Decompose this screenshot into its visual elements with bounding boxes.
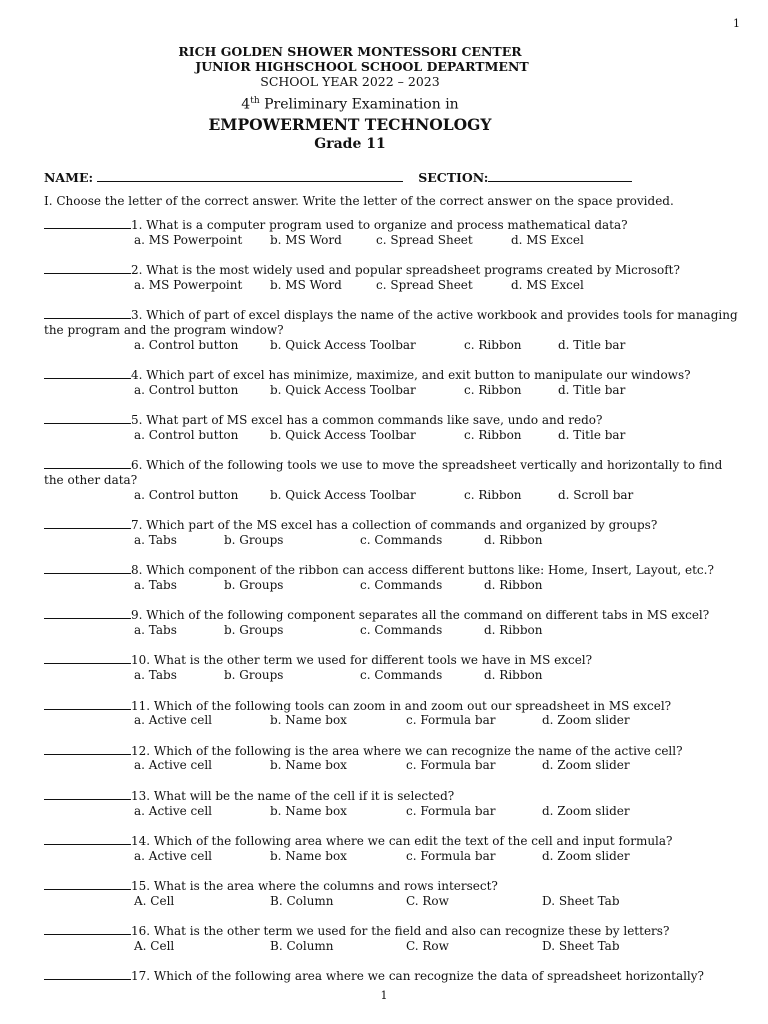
grade-level: Grade 11 — [314, 135, 386, 152]
answer-option: A. Cell — [134, 938, 175, 953]
answer-option: a. Active cell — [134, 803, 213, 818]
answer-option: c. Commands — [360, 578, 443, 593]
answer-option: c. Formula bar — [406, 848, 496, 863]
answer-blank[interactable] — [44, 412, 131, 424]
question-item — [44, 968, 739, 984]
question-text: 16. What is the other term we used for the field and also can recognize these by letters? — [131, 924, 670, 938]
answer-option: B. Column — [270, 938, 334, 953]
question-line — [44, 652, 739, 668]
answer-option: c. Formula bar — [406, 713, 496, 728]
school-name: RICH GOLDEN SHOWER MONTESSORI CENTER — [178, 44, 522, 59]
answer-options — [44, 278, 739, 293]
answer-option: b. Groups — [224, 578, 284, 593]
answer-option: b. Groups — [224, 668, 284, 683]
question-line — [44, 833, 739, 849]
answer-options — [44, 894, 739, 909]
answer-option: b. Quick Access Toolbar — [270, 487, 416, 502]
question-text: 13. What will be the name of the cell if it is selected? — [131, 788, 455, 803]
answer-blank[interactable] — [44, 562, 131, 574]
answer-options — [44, 804, 739, 819]
subject-title: EMPOWERMENT TECHNOLOGY — [208, 114, 492, 134]
question-text: 9. Which of the following component separates all the command on different tabs in MS excel? — [131, 608, 710, 623]
answer-options — [44, 668, 739, 683]
question-text: 4. Which part of excel has minimize, maximize, and exit button to manipulate our windows? — [131, 368, 691, 383]
answer-option: d. Zoom slider — [542, 758, 630, 773]
question-line — [44, 412, 739, 428]
answer-blank[interactable] — [44, 217, 131, 229]
answer-options — [44, 383, 739, 398]
question-item — [44, 412, 739, 443]
instructions: I. Choose the letter of the correct answer. Write the letter of the correct answer on the space provided. — [44, 194, 674, 208]
question-item — [44, 262, 739, 293]
question-item — [44, 307, 739, 352]
answer-option: b. Name box — [270, 713, 347, 728]
question-item — [44, 788, 739, 819]
question-item — [44, 562, 739, 593]
name-answer-line[interactable] — [97, 169, 403, 182]
answer-option: d. Title bar — [558, 337, 626, 352]
answer-option: a. Active cell — [134, 713, 213, 728]
answer-option: d. Ribbon — [484, 623, 543, 638]
question-item — [44, 833, 739, 864]
question-text: 5. What part of MS excel has a common commands like save, undo and redo? — [131, 413, 603, 428]
answer-option: D. Sheet Tab — [542, 938, 620, 953]
answer-options — [44, 758, 739, 773]
answer-option: a. Tabs — [134, 668, 177, 683]
answer-option: a. MS Powerpoint — [134, 277, 243, 292]
answer-option: d. Zoom slider — [542, 713, 630, 728]
question-line — [44, 217, 739, 233]
question-item — [44, 367, 739, 398]
question-text: 2. What is the most widely used and popular spreadsheet programs created by Microsoft? — [131, 263, 680, 278]
question-item — [44, 607, 739, 638]
answer-option: b. Name box — [270, 803, 347, 818]
exam-ordinal: th — [250, 96, 260, 106]
answer-option: d. Ribbon — [484, 532, 543, 547]
answer-blank[interactable] — [44, 517, 131, 529]
answer-blank[interactable] — [44, 457, 131, 469]
document-header — [0, 44, 700, 154]
answer-option: d. MS Excel — [511, 232, 584, 247]
answer-option: d. Zoom slider — [542, 803, 630, 818]
answer-option: a. Tabs — [134, 623, 177, 638]
answer-blank[interactable] — [44, 878, 131, 890]
answer-option: c. Commands — [360, 623, 443, 638]
answer-option: d. Ribbon — [484, 668, 543, 683]
question-text: 15. What is the area where the columns and rows intersect? — [131, 878, 498, 893]
answer-blank[interactable] — [44, 968, 131, 980]
question-line — [44, 607, 739, 623]
answer-blank[interactable] — [44, 833, 131, 845]
question-line — [44, 367, 739, 383]
question-text: 3. Which of part of excel displays the name of the active workbook and provides tools for managing the program and the program window? — [44, 308, 738, 337]
answer-option: c. Ribbon — [464, 487, 522, 502]
question-line — [44, 698, 739, 714]
exam-title-rest: Preliminary Examination in — [259, 96, 459, 113]
answer-blank[interactable] — [44, 262, 131, 274]
answer-options — [44, 623, 739, 638]
name-label: NAME: — [44, 170, 94, 185]
question-line — [44, 517, 739, 533]
question-text: 14. Which of the following area where we can edit the text of the cell and input formula? — [131, 833, 673, 848]
answer-option: C. Row — [406, 893, 449, 908]
answer-option: d. Scroll bar — [558, 487, 634, 502]
exam-title — [0, 92, 700, 115]
question-line — [44, 262, 739, 278]
question-line — [44, 878, 739, 894]
question-line — [44, 562, 739, 578]
answer-option: b. Quick Access Toolbar — [270, 337, 416, 352]
question-text: 1. What is a computer program used to organize and process mathematical data? — [131, 218, 628, 232]
answer-options — [44, 578, 739, 593]
answer-option: a. Control button — [134, 382, 239, 397]
page-number-top: 1 — [733, 17, 740, 30]
question-item — [44, 457, 739, 502]
answer-option: a. Tabs — [134, 578, 177, 593]
answer-option: a. MS Powerpoint — [134, 232, 243, 247]
answer-option: c. Ribbon — [464, 382, 522, 397]
answer-option: d. Ribbon — [484, 578, 543, 593]
question-text: 10. What is the other term we used for different tools we have in MS excel? — [131, 653, 593, 668]
answer-option: c. Commands — [360, 668, 443, 683]
exam-number: 4 — [241, 96, 251, 113]
question-text: 12. Which of the following is the area where we can recognize the name of the active cell? — [131, 743, 683, 758]
answer-blank[interactable] — [44, 788, 131, 800]
question-item — [44, 652, 739, 683]
answer-options — [44, 338, 739, 353]
answer-option: b. Groups — [224, 623, 284, 638]
section-label: SECTION: — [418, 170, 489, 185]
department-name: JUNIOR HIGHSCHOOL SCHOOL DEPARTMENT — [195, 59, 529, 74]
answer-option: c. Ribbon — [464, 337, 522, 352]
answer-option: b. MS Word — [270, 277, 342, 292]
question-item — [44, 698, 739, 729]
answer-option: D. Sheet Tab — [542, 893, 620, 908]
answer-option: d. Zoom slider — [542, 848, 630, 863]
answer-option: d. Title bar — [558, 427, 626, 442]
question-text: 6. Which of the following tools we use to move the spreadsheet vertically and horizontally to find the other data? — [44, 458, 723, 488]
question-line — [44, 743, 739, 759]
answer-option: a. Active cell — [134, 848, 213, 863]
answer-option: c. Commands — [360, 532, 443, 547]
answer-option: c. Spread Sheet — [376, 277, 473, 292]
school-year: SCHOOL YEAR 2022 – 2023 — [260, 74, 440, 89]
question-line — [44, 968, 739, 984]
answer-options — [44, 849, 739, 864]
answer-option: b. Quick Access Toolbar — [270, 427, 416, 442]
answer-option: b. Groups — [224, 532, 284, 547]
answer-option: a. Control button — [134, 427, 239, 442]
answer-options — [44, 713, 739, 728]
answer-option: b. Name box — [270, 758, 347, 773]
answer-blank[interactable] — [44, 652, 131, 664]
answer-blank[interactable] — [44, 923, 131, 935]
question-line — [44, 457, 739, 488]
answer-option: d. Title bar — [558, 382, 626, 397]
question-text: 17. Which of the following area where we can recognize the data of spreadsheet horizontally? — [131, 969, 704, 984]
answer-option: a. Control button — [134, 487, 239, 502]
question-text: 7. Which part of the MS excel has a collection of commands and organized by groups? — [131, 518, 658, 533]
question-line — [44, 923, 739, 939]
answer-option: c. Spread Sheet — [376, 232, 473, 247]
question-item — [44, 743, 739, 774]
answer-option: a. Active cell — [134, 758, 213, 773]
question-item — [44, 517, 739, 548]
answer-option: c. Ribbon — [464, 427, 522, 442]
question-item — [44, 878, 739, 909]
answer-options — [44, 939, 739, 954]
question-line — [44, 307, 739, 338]
answer-options — [44, 233, 739, 248]
answer-option: b. Quick Access Toolbar — [270, 382, 416, 397]
answer-option: b. Name box — [270, 848, 347, 863]
answer-blank[interactable] — [44, 607, 131, 619]
section-answer-line[interactable] — [488, 169, 632, 182]
answer-blank[interactable] — [44, 743, 131, 755]
question-text: 11. Which of the following tools can zoom in and zoom out our spreadsheet in MS excel? — [131, 698, 672, 713]
answer-options — [44, 533, 739, 548]
answer-options — [44, 488, 739, 503]
answer-option: B. Column — [270, 893, 334, 908]
name-section-row — [44, 169, 632, 185]
answer-options — [44, 428, 739, 443]
page-number-bottom: 1 — [380, 989, 388, 1002]
answer-option: a. Control button — [134, 337, 239, 352]
question-text: 8. Which component of the ribbon can access different buttons like: Home, Insert, Layout, etc.? — [131, 563, 714, 578]
answer-option: a. Tabs — [134, 532, 177, 547]
answer-option: c. Formula bar — [406, 758, 496, 773]
answer-blank[interactable] — [44, 698, 131, 710]
answer-option: c. Formula bar — [406, 803, 496, 818]
answer-blank[interactable] — [44, 367, 131, 379]
question-item — [44, 217, 739, 248]
question-line — [44, 788, 739, 804]
answer-option: A. Cell — [134, 893, 175, 908]
question-list — [44, 217, 739, 998]
answer-option: d. MS Excel — [511, 277, 584, 292]
question-item — [44, 923, 739, 954]
answer-blank[interactable] — [44, 307, 131, 319]
answer-option: C. Row — [406, 938, 449, 953]
answer-option: b. MS Word — [270, 232, 342, 247]
